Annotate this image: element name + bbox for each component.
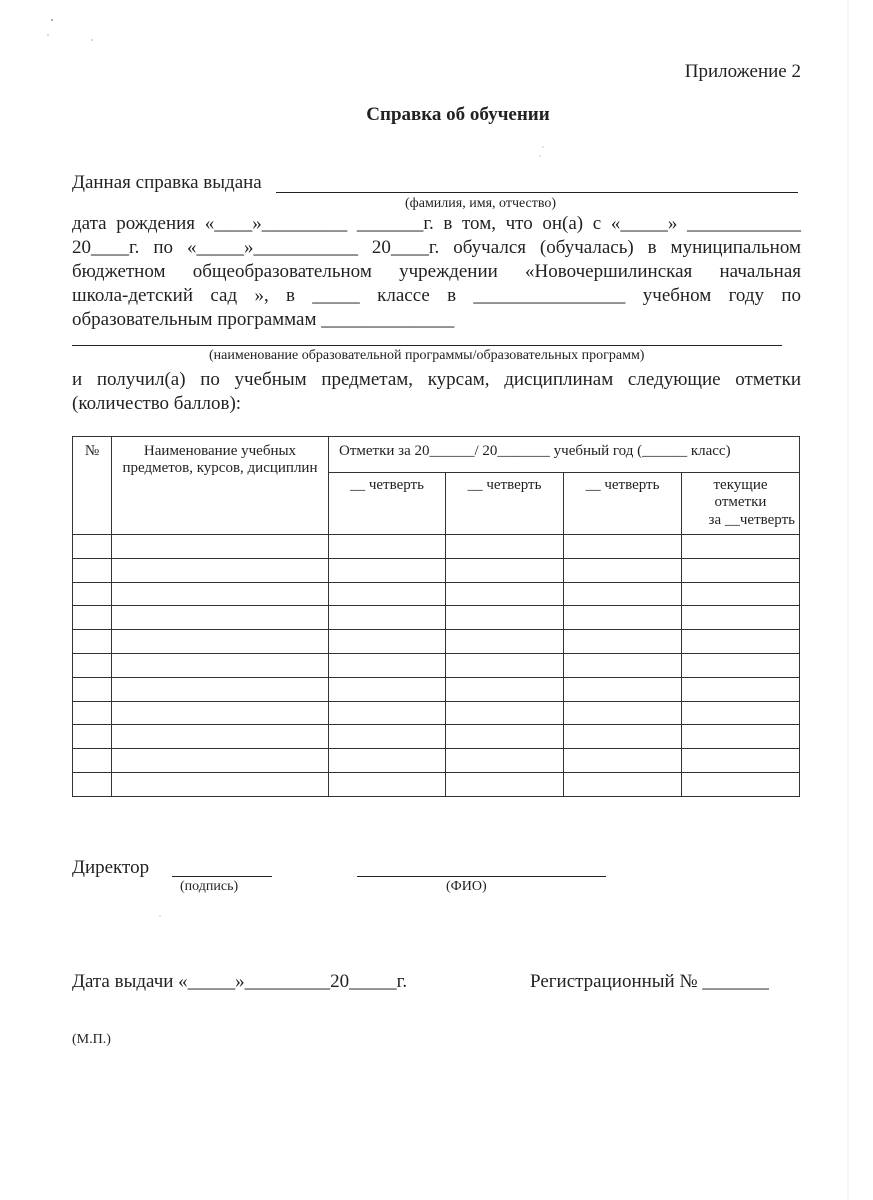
fio-caption: (ФИО) xyxy=(446,879,487,894)
table-row xyxy=(73,630,800,654)
issue-date-line: Дата выдачи «_____»_________20_____г. xyxy=(72,971,408,992)
table-row xyxy=(73,772,800,796)
col-quarter-3-header: __ четверть xyxy=(564,473,682,535)
table-row xyxy=(73,701,800,725)
page-title: Справка об обучении xyxy=(366,104,550,125)
col-quarter-1-header: __ четверть xyxy=(329,473,446,535)
period-line: 20____г. по «_____»___________ 20____г. обучался (обучалась) в муниципальном xyxy=(72,237,801,258)
col-grades-group-header: Отметки за 20______/ 20_______ учебный год (______ класс) xyxy=(329,437,800,473)
col-subject-header: Наименование учебных предметов, курсов, дисциплин xyxy=(112,437,329,535)
col-number-header: № xyxy=(73,437,112,535)
appendix-label: Приложение 2 xyxy=(684,61,801,82)
table-row xyxy=(73,725,800,749)
table-row xyxy=(73,535,800,559)
fio-line xyxy=(357,876,606,877)
signature-line xyxy=(172,876,272,877)
points-line: (количество баллов): xyxy=(72,393,242,414)
table-row xyxy=(73,677,800,701)
program-caption: (наименование образовательной программы/образовательных программ) xyxy=(209,348,645,363)
birth-date-line: дата рождения «____»_________ _______г. в том, что он(а) с «_____» ____________ xyxy=(72,213,801,234)
table-row xyxy=(73,558,800,582)
registration-number: Регистрационный № _______ xyxy=(530,971,769,992)
current-marks-line2: отметки xyxy=(714,494,767,511)
col-quarter-2-header: __ четверть xyxy=(446,473,564,535)
name-underline xyxy=(276,192,798,193)
table-row xyxy=(73,653,800,677)
grades-intro-line: и получил(а) по учебным предметам, курсам, дисциплинам следующие отметки xyxy=(72,369,801,390)
institution-line: бюджетном общеобразовательном учреждении «Новочершилинская начальная xyxy=(72,261,801,282)
director-label: Директор xyxy=(72,857,150,878)
table-row xyxy=(73,749,800,773)
grades-table xyxy=(72,436,800,797)
class-year-line: школа-детский сад », в _____ классе в ________________ учебном году по xyxy=(72,285,801,306)
stamp-place: (М.П.) xyxy=(72,1032,111,1047)
table-row xyxy=(73,582,800,606)
name-caption: (фамилия, имя, отчество) xyxy=(405,196,557,211)
signature-caption: (подпись) xyxy=(180,879,239,894)
issued-to-label: Данная справка выдана xyxy=(72,172,262,193)
programs-line: образовательным программам ______________ xyxy=(72,309,455,330)
program-underline xyxy=(72,345,782,346)
col-current-marks-header xyxy=(682,473,800,535)
current-marks-line1: текущие xyxy=(713,477,768,493)
current-marks-line3: за __четверть xyxy=(708,511,795,528)
table-row xyxy=(73,606,800,630)
